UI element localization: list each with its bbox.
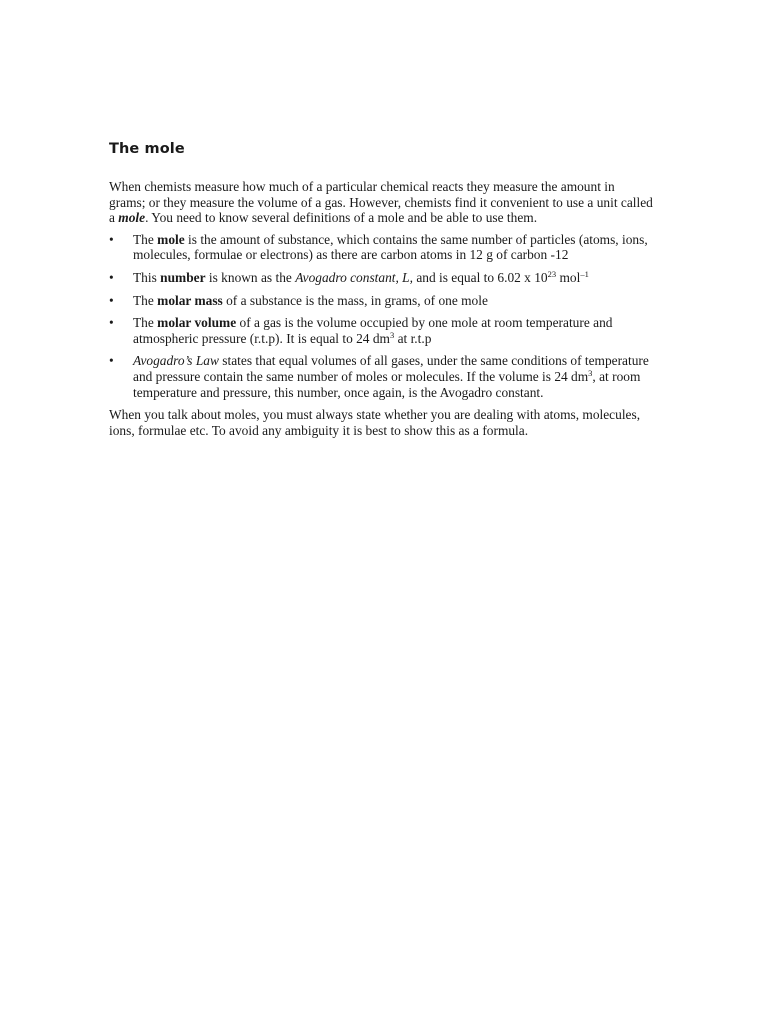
text-segment: . You need to know several definitions of a mole and be able to use them. <box>145 210 538 226</box>
superscript-text: –1 <box>580 268 589 279</box>
text-segment: is the amount of substance, which contains the same number of particles (atoms, ions, molecules, formulae or electrons) as there are carbon atoms in 12 g of carbon -12 <box>133 231 648 263</box>
text-segment: The <box>133 231 158 247</box>
text-segment: is known as the <box>205 269 296 285</box>
text-segment: states that equal volumes of all gases, under the same conditions of temperature and pressure contain the same number of moles or molecules. If the volume is 24 dm <box>133 353 649 384</box>
definitions-list <box>109 232 654 400</box>
bullet-icon: • <box>109 269 114 285</box>
closing-paragraph: When you talk about moles, you must always state whether you are dealing with atoms, molecules, ions, formulae etc. To avoid any ambiguity it is best to show this as a formula. <box>109 407 641 438</box>
definition-text <box>133 232 648 263</box>
definition-item <box>109 270 654 286</box>
definition-item <box>109 315 654 346</box>
text-segment: mol <box>556 269 581 285</box>
text-segment: The <box>133 315 158 331</box>
italic-term: Avogadro’s Law <box>133 353 219 369</box>
text-segment: This <box>133 269 161 285</box>
definition-text <box>133 353 649 399</box>
italic-term: mole <box>118 210 146 226</box>
bullet-icon: • <box>109 315 114 331</box>
text-segment: When chemists measure how much of a particular chemical reacts they measure the amount in grams; or they measure the volume of a gas. However, chemists find it convenient to use a unit called a <box>109 179 653 226</box>
definition-item <box>109 353 654 400</box>
superscript-text: 3 <box>389 329 395 340</box>
text-segment: The <box>133 292 158 308</box>
bold-term: number <box>160 269 206 285</box>
bold-term: mole <box>157 231 185 247</box>
bold-term <box>118 210 145 225</box>
text-segment: , at room temperature and pressure, this number, once again, is the Avogadro constant. <box>133 368 641 400</box>
page-title: The mole <box>109 141 185 157</box>
bold-term: molar mass <box>157 292 223 308</box>
bullet-icon: • <box>109 353 114 369</box>
definition-text <box>133 270 589 285</box>
bold-term: molar volume <box>157 315 237 331</box>
text-segment: of a gas is the volume occupied by one mole at room temperature and atmospheric pressure (r.t.p). It is equal to 24 dm <box>133 315 613 346</box>
definition-text <box>133 293 488 308</box>
bullet-icon: • <box>109 231 114 247</box>
definition-text <box>133 315 612 346</box>
superscript-text: 23 <box>547 268 557 279</box>
document-content <box>109 141 654 444</box>
text-segment: of a substance is the mass, in grams, of one mole <box>222 292 488 308</box>
definition-item <box>109 293 654 309</box>
text-segment: at r.t.p <box>394 330 432 346</box>
italic-term: Avogadro constant, L, <box>295 269 413 285</box>
text-segment: and is equal to 6.02 x 10 <box>412 269 548 285</box>
intro-paragraph <box>109 179 654 226</box>
superscript-text: 3 <box>588 367 593 378</box>
definition-item <box>109 232 654 263</box>
bullet-icon: • <box>109 292 114 308</box>
